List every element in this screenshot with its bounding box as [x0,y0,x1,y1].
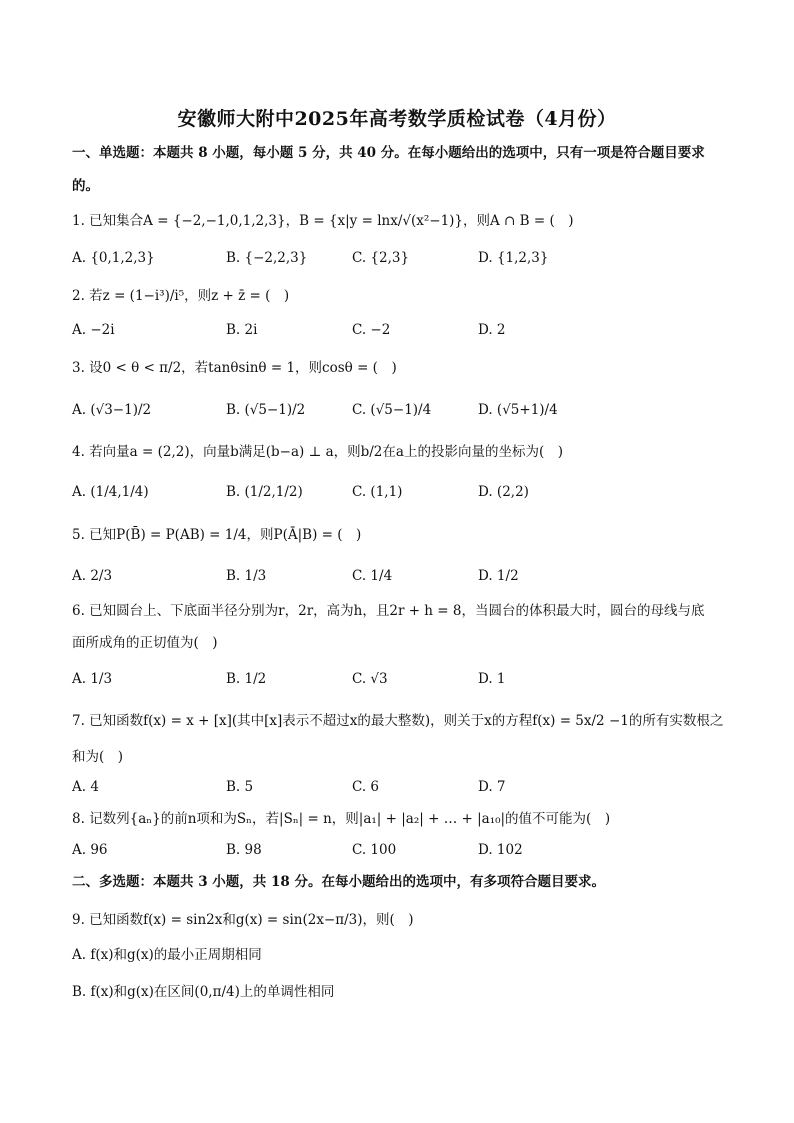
q3-option-d: D. (√5+1)/4 [478,402,558,418]
question-6-stem: 6. 已知圆台上、下底面半径分别为r，2r，高为h，且2r + h = 8，当圆台的体积最大时，圆台的母线与底 [72,603,705,619]
q8-option-c: C. 100 [352,842,397,858]
q2-option-c: C. −2 [352,322,391,338]
q4-option-d: D. (2,2) [478,484,529,500]
q8-option-d: D. 102 [478,842,523,858]
q7-option-b: B. 5 [226,779,254,795]
q9-option-a: A. f(x)和g(x)的最小正周期相同 [72,947,262,963]
question-4-stem: 4. 若向量a = (2,2)，向量b满足(b−a) ⊥ a，则b/2在a上的投影向量的坐标为( ) [72,444,563,460]
section2-heading: 二、多选题：本题共 3 小题，共 18 分。在每小题给出的选项中，有多项符合题目要求。 [72,874,605,890]
q4-option-c: C. (1,1) [352,484,403,500]
q7-option-d: D. 7 [478,779,506,795]
exam-title: 安徽师大附中2025年高考数学质检试卷（4月份） [177,108,617,130]
question-7-stem-cont: 和为( ) [72,749,124,765]
question-2-stem: 2. 若z = (1−i³)/i⁵，则z + z̄ = ( ) [72,288,290,304]
q7-option-c: C. 6 [352,779,380,795]
q6-option-d: D. 1 [478,671,506,687]
q6-option-c: C. √3 [352,671,388,687]
question-3-stem: 3. 设0 < θ < π/2，若tanθsinθ = 1，则cosθ = ( ) [72,360,397,376]
q5-option-d: D. 1/2 [478,568,519,584]
question-6-stem-cont: 面所成角的正切值为( ) [72,635,218,651]
question-8-stem: 8. 记数列{aₙ}的前n项和为Sₙ，若|Sₙ| = n，则|a₁| + |a₂| + … + |a₁₀|的值不可能为( ) [72,811,611,827]
q4-option-a: A. (1/4,1/4) [72,484,149,500]
q1-option-a: A. {0,1,2,3} [72,250,155,266]
q5-option-b: B. 1/3 [226,568,267,584]
q6-option-a: A. 1/3 [72,671,113,687]
q4-option-b: B. (1/2,1/2) [226,484,303,500]
question-7-stem: 7. 已知函数f(x) = x + [x](其中[x]表示不超过x的最大整数)，则关于x的方程f(x) = 5x/2 −1的所有实数根之 [72,713,724,729]
q6-option-b: B. 1/2 [226,671,267,687]
q1-option-c: C. {2,3} [352,250,410,266]
q5-option-a: A. 2/3 [72,568,113,584]
q2-option-a: A. −2i [72,322,115,338]
q5-option-c: C. 1/4 [352,568,393,584]
q8-option-a: A. 96 [72,842,108,858]
q3-option-a: A. (√3−1)/2 [72,402,152,418]
q2-option-d: D. 2 [478,322,506,338]
question-1-stem: 1. 已知集合A = {−2,−1,0,1,2,3}，B = {x|y = lnx/√(x²−1)}，则A ∩ B = ( ) [72,213,574,229]
question-5-stem: 5. 已知P(B̄) = P(AB) = 1/4，则P(Ā|B) = ( ) [72,527,362,543]
section1-heading-cont: 的。 [72,178,99,194]
question-9-stem: 9. 已知函数f(x) = sin2x和g(x) = sin(2x−π/3)，则( ) [72,912,414,928]
q1-option-d: D. {1,2,3} [478,250,549,266]
q9-option-b: B. f(x)和g(x)在区间(0,π/4)上的单调性相同 [72,984,335,1000]
section1-heading: 一、单选题：本题共 8 小题，每小题 5 分，共 40 分。在每小题给出的选项中，只有一项是符合题目要求 [72,145,705,161]
q7-option-a: A. 4 [72,779,99,795]
q3-option-b: B. (√5−1)/2 [226,402,306,418]
q3-option-c: C. (√5−1)/4 [352,402,432,418]
q8-option-b: B. 98 [226,842,262,858]
q2-option-b: B. 2i [226,322,258,338]
q1-option-b: B. {−2,2,3} [226,250,308,266]
